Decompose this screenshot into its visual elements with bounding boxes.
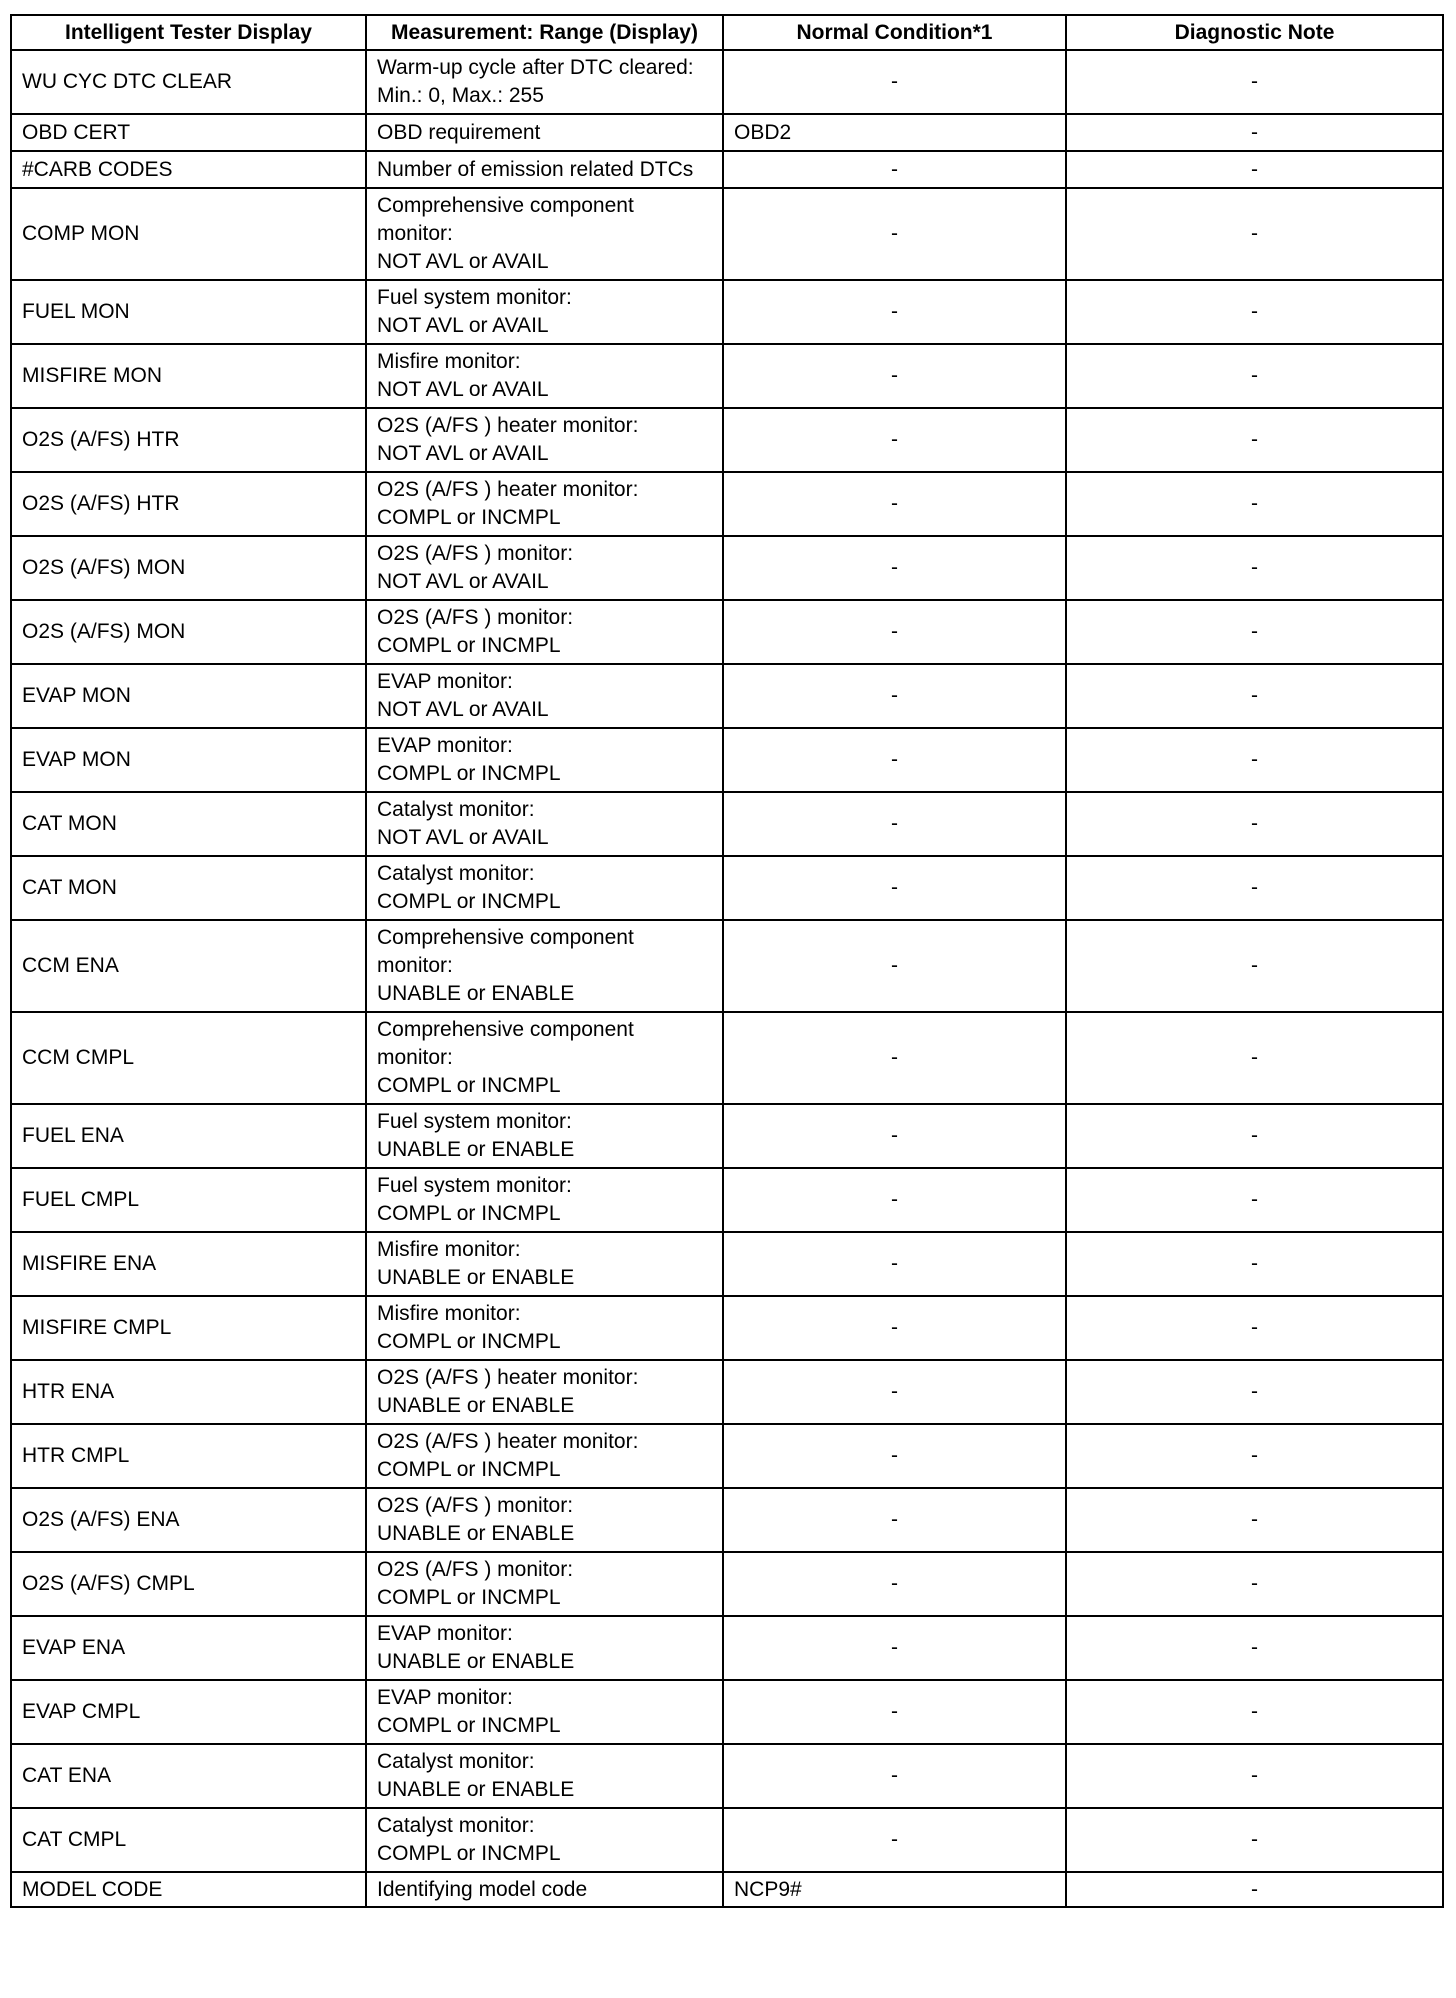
range-text-line: NOT AVL or AVAIL bbox=[377, 250, 549, 273]
cell-tester-display: MODEL CODE bbox=[11, 1872, 366, 1907]
cell-measurement-range bbox=[366, 1616, 723, 1680]
cell-normal-condition: - bbox=[723, 920, 1066, 1012]
cell-tester-display: MISFIRE CMPL bbox=[11, 1296, 366, 1360]
table-row bbox=[11, 1552, 1443, 1616]
header-measurement-range: Measurement: Range (Display) bbox=[366, 15, 723, 50]
cell-diagnostic-note: - bbox=[1066, 344, 1443, 408]
cell-normal-condition: - bbox=[723, 1296, 1066, 1360]
cell-measurement-range bbox=[366, 1744, 723, 1808]
cell-tester-display: CAT CMPL bbox=[11, 1808, 366, 1872]
cell-measurement-range bbox=[366, 1012, 723, 1104]
range-text-line: O2S (A/FS ) monitor: bbox=[377, 1494, 574, 1517]
range-text-line: Misfire monitor: bbox=[377, 1238, 521, 1261]
cell-normal-condition: - bbox=[723, 1012, 1066, 1104]
cell-diagnostic-note: - bbox=[1066, 188, 1443, 280]
header-normal-condition: Normal Condition*1 bbox=[723, 15, 1066, 50]
range-text-line: Fuel system monitor: bbox=[377, 286, 572, 309]
table-row bbox=[11, 536, 1443, 600]
range-text-line: Comprehensive component bbox=[377, 1018, 634, 1041]
cell-tester-display: HTR CMPL bbox=[11, 1424, 366, 1488]
cell-measurement-range bbox=[366, 408, 723, 472]
range-text-line: monitor: bbox=[377, 954, 453, 977]
range-text-line: monitor: bbox=[377, 222, 453, 245]
cell-diagnostic-note: - bbox=[1066, 1488, 1443, 1552]
range-text-line: Catalyst monitor: bbox=[377, 798, 535, 821]
table-row bbox=[11, 1296, 1443, 1360]
cell-diagnostic-note: - bbox=[1066, 728, 1443, 792]
cell-diagnostic-note: - bbox=[1066, 114, 1443, 151]
range-text-line: Catalyst monitor: bbox=[377, 1814, 535, 1837]
cell-measurement-range bbox=[366, 1680, 723, 1744]
cell-normal-condition: - bbox=[723, 50, 1066, 114]
range-text-line: OBD requirement bbox=[377, 120, 541, 144]
cell-diagnostic-note: - bbox=[1066, 1680, 1443, 1744]
cell-tester-display: MISFIRE ENA bbox=[11, 1232, 366, 1296]
range-text-line: UNABLE or ENABLE bbox=[377, 1778, 575, 1801]
cell-diagnostic-note: - bbox=[1066, 1808, 1443, 1872]
range-text-line: Misfire monitor: bbox=[377, 1302, 521, 1325]
table-row bbox=[11, 1232, 1443, 1296]
cell-tester-display: FUEL ENA bbox=[11, 1104, 366, 1168]
cell-normal-condition: - bbox=[723, 536, 1066, 600]
range-text-line: NOT AVL or AVAIL bbox=[377, 314, 549, 337]
cell-normal-condition: - bbox=[723, 188, 1066, 280]
table-row bbox=[11, 1744, 1443, 1808]
cell-diagnostic-note: - bbox=[1066, 280, 1443, 344]
range-text-line: NOT AVL or AVAIL bbox=[377, 826, 549, 849]
cell-diagnostic-note: - bbox=[1066, 1744, 1443, 1808]
cell-measurement-range bbox=[366, 1808, 723, 1872]
table-row bbox=[11, 1680, 1443, 1744]
cell-diagnostic-note: - bbox=[1066, 1296, 1443, 1360]
range-text-line: Number of emission related DTCs bbox=[377, 157, 694, 181]
cell-tester-display: MISFIRE MON bbox=[11, 344, 366, 408]
table-row bbox=[11, 856, 1443, 920]
cell-normal-condition: - bbox=[723, 1616, 1066, 1680]
cell-tester-display: O2S (A/FS) ENA bbox=[11, 1488, 366, 1552]
cell-normal-condition: - bbox=[723, 1168, 1066, 1232]
table-row bbox=[11, 1168, 1443, 1232]
cell-tester-display: CCM ENA bbox=[11, 920, 366, 1012]
range-text-line: Comprehensive component bbox=[377, 194, 634, 217]
cell-measurement-range bbox=[366, 1360, 723, 1424]
table-row bbox=[11, 1616, 1443, 1680]
cell-normal-condition: - bbox=[723, 151, 1066, 188]
header-diagnostic-note: Diagnostic Note bbox=[1066, 15, 1443, 50]
cell-normal-condition: - bbox=[723, 1552, 1066, 1616]
cell-normal-condition: - bbox=[723, 664, 1066, 728]
cell-measurement-range bbox=[366, 188, 723, 280]
range-text-line: EVAP monitor: bbox=[377, 1686, 513, 1709]
range-text-line: UNABLE or ENABLE bbox=[377, 982, 575, 1005]
cell-measurement-range bbox=[366, 280, 723, 344]
cell-measurement-range bbox=[366, 856, 723, 920]
cell-tester-display: O2S (A/FS) MON bbox=[11, 536, 366, 600]
cell-measurement-range bbox=[366, 114, 723, 151]
table-row bbox=[11, 114, 1443, 151]
cell-normal-condition: - bbox=[723, 600, 1066, 664]
header-tester-display: Intelligent Tester Display bbox=[11, 15, 366, 50]
table-row bbox=[11, 472, 1443, 536]
cell-tester-display: OBD CERT bbox=[11, 114, 366, 151]
cell-normal-condition: - bbox=[723, 1424, 1066, 1488]
range-text-line: COMPL or INCMPL bbox=[377, 1330, 561, 1353]
cell-tester-display: O2S (A/FS) HTR bbox=[11, 472, 366, 536]
table-row bbox=[11, 1424, 1443, 1488]
cell-diagnostic-note: - bbox=[1066, 1012, 1443, 1104]
cell-normal-condition: - bbox=[723, 1104, 1066, 1168]
range-text-line: O2S (A/FS ) heater monitor: bbox=[377, 478, 639, 501]
cell-measurement-range bbox=[366, 1104, 723, 1168]
cell-diagnostic-note: - bbox=[1066, 1552, 1443, 1616]
table-row bbox=[11, 1872, 1443, 1907]
range-text-line: monitor: bbox=[377, 1046, 453, 1069]
cell-normal-condition: - bbox=[723, 1488, 1066, 1552]
range-text-line: O2S (A/FS ) monitor: bbox=[377, 542, 574, 565]
cell-tester-display: O2S (A/FS) CMPL bbox=[11, 1552, 366, 1616]
table-row bbox=[11, 344, 1443, 408]
range-text-line: UNABLE or ENABLE bbox=[377, 1138, 575, 1161]
cell-diagnostic-note: - bbox=[1066, 1616, 1443, 1680]
cell-normal-condition: - bbox=[723, 344, 1066, 408]
cell-measurement-range bbox=[366, 1296, 723, 1360]
cell-measurement-range bbox=[366, 728, 723, 792]
cell-diagnostic-note: - bbox=[1066, 1360, 1443, 1424]
cell-diagnostic-note: - bbox=[1066, 792, 1443, 856]
cell-tester-display: EVAP MON bbox=[11, 664, 366, 728]
range-text-line: UNABLE or ENABLE bbox=[377, 1650, 575, 1673]
range-text-line: UNABLE or ENABLE bbox=[377, 1266, 575, 1289]
cell-diagnostic-note: - bbox=[1066, 920, 1443, 1012]
cell-measurement-range bbox=[366, 600, 723, 664]
cell-normal-condition: - bbox=[723, 472, 1066, 536]
cell-measurement-range bbox=[366, 536, 723, 600]
cell-normal-condition: - bbox=[723, 1232, 1066, 1296]
cell-diagnostic-note: - bbox=[1066, 600, 1443, 664]
diagnostic-data-table-container bbox=[10, 14, 1442, 1908]
table-row bbox=[11, 1488, 1443, 1552]
cell-measurement-range bbox=[366, 1552, 723, 1616]
cell-normal-condition: - bbox=[723, 280, 1066, 344]
range-text-line: O2S (A/FS ) heater monitor: bbox=[377, 1430, 639, 1453]
range-text-line: NOT AVL or AVAIL bbox=[377, 698, 549, 721]
table-row bbox=[11, 728, 1443, 792]
cell-tester-display: O2S (A/FS) MON bbox=[11, 600, 366, 664]
table-row bbox=[11, 188, 1443, 280]
cell-diagnostic-note: - bbox=[1066, 50, 1443, 114]
cell-tester-display: FUEL CMPL bbox=[11, 1168, 366, 1232]
range-text-line: COMPL or INCMPL bbox=[377, 1842, 561, 1865]
cell-measurement-range bbox=[366, 50, 723, 114]
range-text-line: Catalyst monitor: bbox=[377, 1750, 535, 1773]
range-text-line: EVAP monitor: bbox=[377, 734, 513, 757]
table-row bbox=[11, 151, 1443, 188]
cell-normal-condition: OBD2 bbox=[723, 114, 1066, 151]
range-text-line: Fuel system monitor: bbox=[377, 1110, 572, 1133]
cell-normal-condition: - bbox=[723, 856, 1066, 920]
range-text-line: Min.: 0, Max.: 255 bbox=[377, 84, 544, 107]
cell-tester-display: FUEL MON bbox=[11, 280, 366, 344]
table-row bbox=[11, 600, 1443, 664]
cell-diagnostic-note: - bbox=[1066, 472, 1443, 536]
cell-tester-display: CAT MON bbox=[11, 792, 366, 856]
range-text-line: COMPL or INCMPL bbox=[377, 1458, 561, 1481]
cell-tester-display: COMP MON bbox=[11, 188, 366, 280]
cell-tester-display: WU CYC DTC CLEAR bbox=[11, 50, 366, 114]
cell-tester-display: HTR ENA bbox=[11, 1360, 366, 1424]
table-header-row bbox=[11, 15, 1443, 50]
cell-diagnostic-note: - bbox=[1066, 536, 1443, 600]
range-text-line: COMPL or INCMPL bbox=[377, 1586, 561, 1609]
cell-measurement-range bbox=[366, 1488, 723, 1552]
range-text-line: Catalyst monitor: bbox=[377, 862, 535, 885]
range-text-line: COMPL or INCMPL bbox=[377, 890, 561, 913]
cell-measurement-range bbox=[366, 664, 723, 728]
range-text-line: Warm-up cycle after DTC cleared: bbox=[377, 56, 694, 79]
cell-normal-condition: - bbox=[723, 1680, 1066, 1744]
cell-tester-display: O2S (A/FS) HTR bbox=[11, 408, 366, 472]
table-row bbox=[11, 1360, 1443, 1424]
table-row bbox=[11, 664, 1443, 728]
cell-tester-display: EVAP CMPL bbox=[11, 1680, 366, 1744]
cell-normal-condition: - bbox=[723, 1360, 1066, 1424]
cell-tester-display: CAT ENA bbox=[11, 1744, 366, 1808]
table-row bbox=[11, 792, 1443, 856]
table-row bbox=[11, 408, 1443, 472]
range-text-line: Identifying model code bbox=[377, 1877, 588, 1901]
range-text-line: COMPL or INCMPL bbox=[377, 506, 561, 529]
cell-measurement-range bbox=[366, 792, 723, 856]
cell-diagnostic-note: - bbox=[1066, 1872, 1443, 1907]
cell-measurement-range bbox=[366, 920, 723, 1012]
cell-measurement-range bbox=[366, 1232, 723, 1296]
table-row bbox=[11, 280, 1443, 344]
range-text-line: EVAP monitor: bbox=[377, 1622, 513, 1645]
range-text-line: EVAP monitor: bbox=[377, 670, 513, 693]
cell-diagnostic-note: - bbox=[1066, 664, 1443, 728]
range-text-line: O2S (A/FS ) heater monitor: bbox=[377, 414, 639, 437]
range-text-line: O2S (A/FS ) monitor: bbox=[377, 606, 574, 629]
table-row bbox=[11, 1808, 1443, 1872]
table-header bbox=[11, 15, 1443, 50]
cell-normal-condition: - bbox=[723, 1808, 1066, 1872]
cell-tester-display: EVAP MON bbox=[11, 728, 366, 792]
cell-measurement-range bbox=[366, 151, 723, 188]
cell-normal-condition: NCP9# bbox=[723, 1872, 1066, 1907]
range-text-line: COMPL or INCMPL bbox=[377, 634, 561, 657]
cell-diagnostic-note: - bbox=[1066, 1424, 1443, 1488]
range-text-line: UNABLE or ENABLE bbox=[377, 1522, 575, 1545]
range-text-line: UNABLE or ENABLE bbox=[377, 1394, 575, 1417]
cell-diagnostic-note: - bbox=[1066, 1232, 1443, 1296]
cell-diagnostic-note: - bbox=[1066, 1104, 1443, 1168]
diagnostic-data-table bbox=[10, 14, 1444, 1908]
range-text-line: Fuel system monitor: bbox=[377, 1174, 572, 1197]
cell-diagnostic-note: - bbox=[1066, 1168, 1443, 1232]
cell-normal-condition: - bbox=[723, 728, 1066, 792]
range-text-line: COMPL or INCMPL bbox=[377, 762, 561, 785]
cell-normal-condition: - bbox=[723, 792, 1066, 856]
cell-measurement-range bbox=[366, 472, 723, 536]
cell-tester-display: #CARB CODES bbox=[11, 151, 366, 188]
cell-measurement-range bbox=[366, 1872, 723, 1907]
range-text-line: Misfire monitor: bbox=[377, 350, 521, 373]
table-row bbox=[11, 920, 1443, 1012]
cell-diagnostic-note: - bbox=[1066, 151, 1443, 188]
cell-measurement-range bbox=[366, 1424, 723, 1488]
cell-tester-display: CCM CMPL bbox=[11, 1012, 366, 1104]
table-body bbox=[11, 50, 1443, 1907]
range-text-line: COMPL or INCMPL bbox=[377, 1202, 561, 1225]
range-text-line: COMPL or INCMPL bbox=[377, 1074, 561, 1097]
range-text-line: NOT AVL or AVAIL bbox=[377, 378, 549, 401]
cell-tester-display: EVAP ENA bbox=[11, 1616, 366, 1680]
cell-diagnostic-note: - bbox=[1066, 856, 1443, 920]
cell-diagnostic-note: - bbox=[1066, 408, 1443, 472]
cell-tester-display: CAT MON bbox=[11, 856, 366, 920]
table-row bbox=[11, 50, 1443, 114]
range-text-line: Comprehensive component bbox=[377, 926, 634, 949]
range-text-line: COMPL or INCMPL bbox=[377, 1714, 561, 1737]
range-text-line: O2S (A/FS ) monitor: bbox=[377, 1558, 574, 1581]
cell-normal-condition: - bbox=[723, 1744, 1066, 1808]
table-row bbox=[11, 1012, 1443, 1104]
cell-measurement-range bbox=[366, 1168, 723, 1232]
cell-measurement-range bbox=[366, 344, 723, 408]
table-row bbox=[11, 1104, 1443, 1168]
range-text-line: NOT AVL or AVAIL bbox=[377, 442, 549, 465]
cell-normal-condition: - bbox=[723, 408, 1066, 472]
range-text-line: O2S (A/FS ) heater monitor: bbox=[377, 1366, 639, 1389]
range-text-line: NOT AVL or AVAIL bbox=[377, 570, 549, 593]
